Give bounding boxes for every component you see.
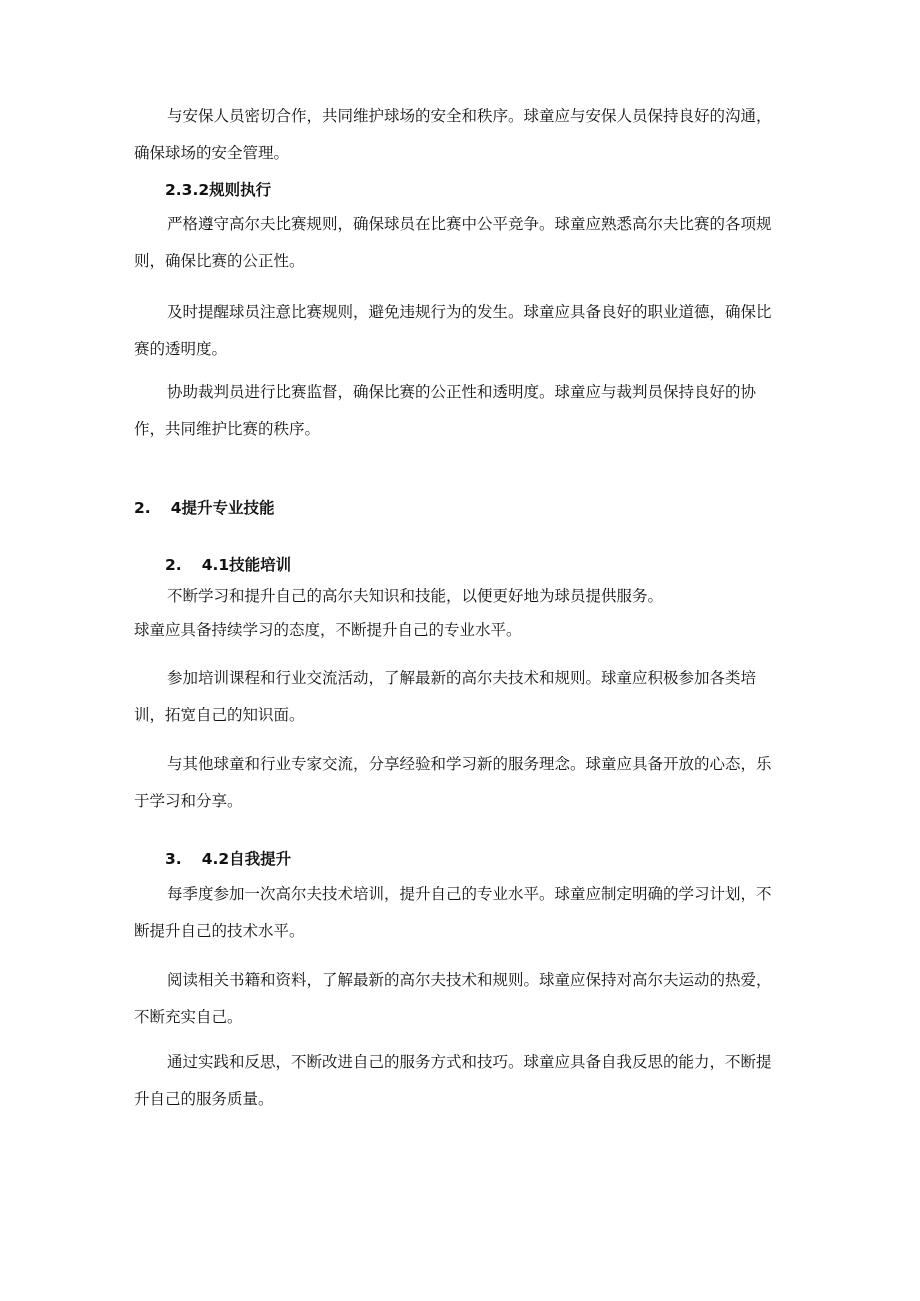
heading-2-4-text: 4提升专业技能: [170, 499, 275, 517]
paragraph-training-courses: 参加培训课程和行业交流活动，了解最新的高尔夫技术和规则。球童应积极参加各类培训，拓宽自己的知识面。: [134, 669, 757, 724]
paragraph-exchange-experts: 与其他球童和行业专家交流，分享经验和学习新的服务理念。球童应具备开放的心态，乐于学习和分享。: [134, 755, 772, 810]
paragraph-assist-referee: 协助裁判员进行比赛监督，确保比赛的公正性和透明度。球童应与裁判员保持良好的协作，共同维护比赛的秩序。: [134, 383, 757, 438]
heading-2-4-1-number: 2.: [165, 556, 182, 574]
paragraph-follow-rules: 严格遵守高尔夫比赛规则，确保球员在比赛中公平竞争。球童应熟悉高尔夫比赛的各项规则，确保比赛的公正性。: [134, 215, 772, 270]
paragraph-security-cooperation: 与安保人员密切合作，共同维护球场的安全和秩序。球童应与安保人员保持良好的沟通，确保球场的安全管理。: [134, 107, 772, 162]
heading-4-2-number: 3.: [165, 850, 182, 868]
heading-4-2: [165, 847, 665, 871]
paragraph-continuous-learning-line2: 球童应具备持续学习的态度，不断提升自己的专业水平。: [134, 621, 522, 639]
heading-2-4-number: 2.: [134, 499, 151, 517]
paragraph-practice-reflection: 通过实践和反思，不断改进自己的服务方式和技巧。球童应具备自我反思的能力，不断提升自己的服务质量。: [134, 1053, 772, 1108]
paragraph-remind-rules: 及时提醒球员注意比赛规则，避免违规行为的发生。球童应具备良好的职业道德，确保比赛的透明度。: [134, 303, 772, 358]
heading-2-4-1: [165, 553, 665, 577]
heading-2-3-2: 2.3.2规则执行: [165, 181, 272, 199]
paragraph-quarterly-training: 每季度参加一次高尔夫技术培训，提升自己的专业水平。球童应制定明确的学习计划，不断提升自己的技术水平。: [134, 885, 772, 940]
paragraph-continuous-learning-line1: 不断学习和提升自己的高尔夫知识和技能，以便更好地为球员提供服务。: [167, 587, 664, 605]
paragraph-read-books: 阅读相关书籍和资料，了解最新的高尔夫技术和规则。球童应保持对高尔夫运动的热爱，不断充实自己。: [134, 971, 772, 1026]
heading-2-4: [134, 496, 634, 520]
heading-2-4-1-text: 4.1技能培训: [201, 556, 292, 574]
heading-4-2-text: 4.2自我提升: [201, 850, 292, 868]
